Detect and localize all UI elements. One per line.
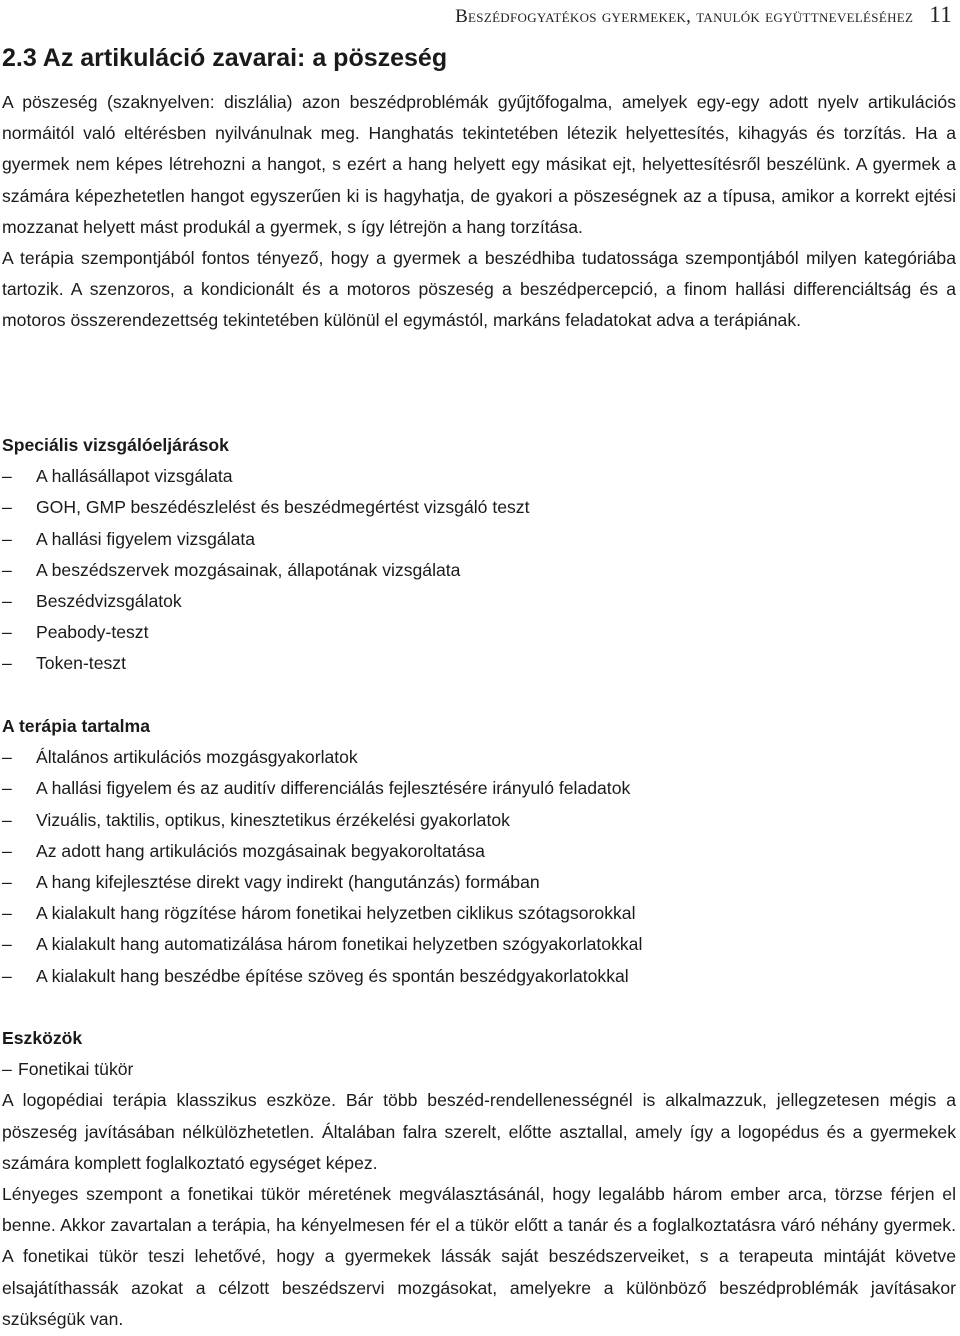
dash-bullet: – <box>2 591 12 612</box>
intro-paragraph: A terápia szempontjából fontos tényező, hogy a gyermek a beszédhiba tudatossága szempontjából milyen kategóriába tartozik. A szenzoros, a kondicionált és a motoros pöszeség a beszédpercepció, a finom hallási differenciáltság és a motoros összerendezettség tekintetében különül el egymástól, markáns feladatokat adva a terápiának. <box>2 248 956 331</box>
list-item: – A beszédszervek mozgásainak, állapotának vizsgálata <box>2 555 956 586</box>
dash-bullet: – <box>2 528 12 549</box>
therapy-content-list <box>2 742 956 992</box>
tools-paragraph: A logopédiai terápia klasszikus eszköze. Bár több beszéd-rendellenességnél is alkalmazzuk, jellegzetesen mégis a pöszeség javításában nélkülözhetetlen. Általában falra szerelt, előtte asztallal, amely így a logopédus és a gyermekek számára komplett foglalkoztató egységet képez. <box>2 1090 956 1173</box>
special-tests-section <box>2 430 956 680</box>
page-number: 11 <box>929 2 952 27</box>
therapy-content-heading: A terápia tartalma <box>2 716 150 736</box>
list-item: – A kialakult hang automatizálása három fonetikai helyzetben szógyakorlatokkal <box>2 929 956 960</box>
dash-bullet: – <box>2 622 12 643</box>
list-item: – Peabody-teszt <box>2 617 956 648</box>
special-tests-list <box>2 461 956 679</box>
dash-bullet: – <box>2 840 12 861</box>
tools-paragraph: Lényeges szempont a fonetikai tükör méretének megválasztásánál, hogy legalább három ember arca, törzse férjen el benne. Akkor zavartalan a terápia, ha kényelmesen fér el a tükör előtt a tanár és a foglalkoztatásra váró néhány gyermek. A fonetikai tükör teszi lehetővé, hogy a gyermekek lássák saját beszédszerveiket, s a terapeuta mintáját követve elsajátíthassák azokat a célzott beszédszervi mozgásokat, amelyekre a különböző beszédproblémák javításakor szükségük van. <box>2 1184 956 1329</box>
therapy-content-section <box>2 711 956 992</box>
dash-bullet: – <box>2 653 12 674</box>
tools-section <box>2 1023 956 1335</box>
dash-bullet: – <box>2 747 12 768</box>
dash-bullet: – <box>2 466 12 487</box>
list-item: – A kialakult hang rögzítése három fonetikai helyzetben ciklikus szótagsorokkal <box>2 898 956 929</box>
dash-bullet: – <box>2 903 12 924</box>
list-item: – Vizuális, taktilis, optikus, kinesztetikus érzékelési gyakorlatok <box>2 805 956 836</box>
list-item: – GOH, GMP beszédészlelést és beszédmegértést vizsgáló teszt <box>2 492 956 523</box>
list-item: – Az adott hang artikulációs mozgásainak begyakoroltatása <box>2 836 956 867</box>
section-title: 2.3 Az artikuláció zavarai: a pöszeség <box>2 44 448 72</box>
intro-text <box>2 87 956 337</box>
list-item: – A hallási figyelem és az auditív differenciálás fejlesztésére irányuló feladatok <box>2 773 956 804</box>
intro-paragraph: A pöszeség (szaknyelven: diszlália) azon beszédproblémák gyűjtőfogalma, amelyek egy-egy adott nyelv artikulációs normáitól való eltérésben nyilvánulnak meg. Hanghatás tekintetében létezik helyettesítés, kihagyás és torzítás. Ha a gyermek nem képes létrehozni a hangot, s ezért a hang helyett egy másikat ejt, helyettesítésről beszélünk. A gyermek a számára képezhetetlen hangot egyszerűen ki is hagyhatja, de gyakori a pöszeségnek az a típusa, amikor a korrekt ejtési mozzanat helyett mást produkál a gyermek, s így létrejön a hang torzítása. <box>2 92 956 237</box>
list-item: – Általános artikulációs mozgásgyakorlatok <box>2 742 956 773</box>
running-title: Beszédfogyatékos gyermekek, tanulók együttneveléséhez <box>455 6 914 27</box>
dash-bullet: – <box>2 778 12 799</box>
list-item: – Token-teszt <box>2 648 956 679</box>
dash-bullet: – <box>2 1059 12 1080</box>
dash-bullet: – <box>2 559 12 580</box>
tools-list <box>2 1054 956 1085</box>
list-item: – Beszédvizsgálatok <box>2 586 956 617</box>
list-item: – A kialakult hang beszédbe építése szöveg és spontán beszédgyakorlatokkal <box>2 961 956 992</box>
dash-bullet: – <box>2 965 12 986</box>
dash-bullet: – <box>2 497 12 518</box>
dash-bullet: – <box>2 872 12 893</box>
list-item: – Fonetikai tükör <box>2 1054 956 1085</box>
dash-bullet: – <box>2 934 12 955</box>
list-item: – A hang kifejlesztése direkt vagy indirekt (hangutánzás) formában <box>2 867 956 898</box>
list-item: – A hallásállapot vizsgálata <box>2 461 956 492</box>
special-tests-heading: Speciális vizsgálóeljárások <box>2 435 229 455</box>
tools-heading: Eszközök <box>2 1028 83 1048</box>
list-item: – A hallási figyelem vizsgálata <box>2 524 956 555</box>
dash-bullet: – <box>2 809 12 830</box>
running-header <box>455 2 952 28</box>
